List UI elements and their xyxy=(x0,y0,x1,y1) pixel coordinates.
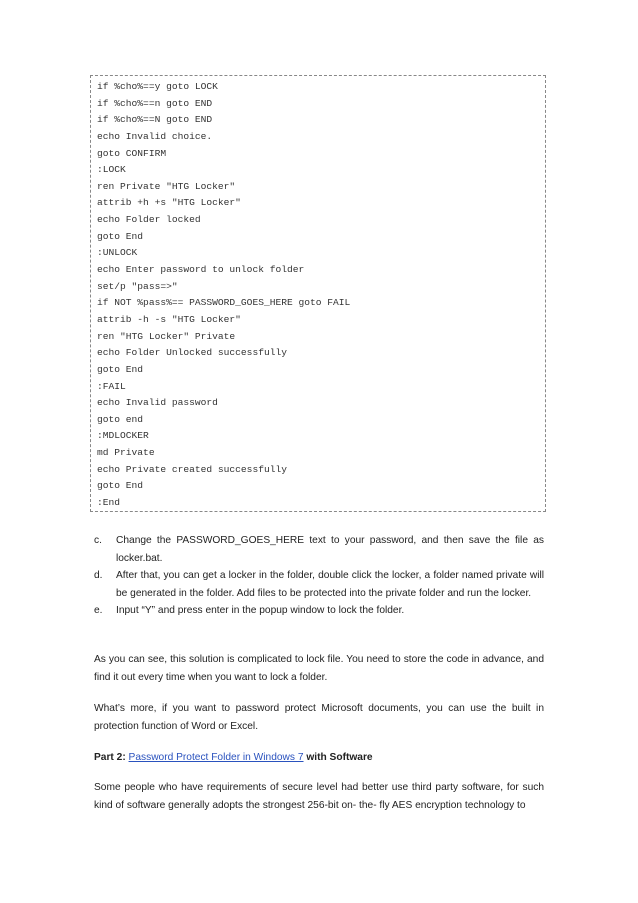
heading-suffix: with Software xyxy=(303,752,373,763)
code-line: echo Folder locked xyxy=(97,214,201,226)
code-line: ren Private "HTG Locker" xyxy=(97,180,236,192)
code-line: attrib +h +s "HTG Locker" xyxy=(97,197,241,209)
steps-list xyxy=(94,532,544,620)
code-line: :End xyxy=(97,497,121,509)
code-line: echo Enter password to unlock folder xyxy=(97,264,305,276)
code-line: if %cho%==y goto LOCK xyxy=(97,81,218,92)
list-item-text: Input “Y” and press enter in the popup window to lock the folder. xyxy=(116,605,405,616)
list-item xyxy=(94,567,544,602)
code-line: :FAIL xyxy=(97,380,126,392)
code-line: if %cho%==N goto END xyxy=(97,114,213,126)
code-line: goto end xyxy=(97,413,144,425)
code-line: goto CONFIRM xyxy=(97,147,167,159)
paragraph: Some people who have requirements of secure level had better use third party software, for such kind of software generally adopts the strongest 256-bit on- the- fly AES encryption technology to xyxy=(94,782,544,811)
code-line: goto End xyxy=(97,230,144,242)
code-line: goto End xyxy=(97,480,144,492)
code-line: if %cho%==n goto END xyxy=(97,97,213,109)
code-block xyxy=(90,75,546,512)
list-marker: e. xyxy=(94,605,103,616)
heading-prefix: Part 2: xyxy=(94,752,129,763)
code-line: attrib -h -s "HTG Locker" xyxy=(97,313,241,325)
code-line: :MDLOCKER xyxy=(97,430,149,442)
paragraph: As you can see, this solution is complicated to lock file. You need to store the code in advance, and find it out every time when you want to lock a folder. xyxy=(94,654,544,683)
list-item-text: Change the PASSWORD_GOES_HERE text to your password, and then save the file as locker.bat. xyxy=(116,535,544,564)
heading-link[interactable]: Password Protect Folder in Windows 7 xyxy=(128,752,304,763)
code-line: echo Folder Unlocked successfully xyxy=(97,347,287,359)
code-line: ren "HTG Locker" Private xyxy=(97,330,236,342)
list-item xyxy=(94,602,544,620)
list-marker: c. xyxy=(94,535,102,546)
code-line: set/p "pass=>" xyxy=(97,280,178,292)
code-line: echo Invalid choice. xyxy=(97,130,213,142)
code-line: :UNLOCK xyxy=(97,247,138,259)
paragraph: What’s more, if you want to password protect Microsoft documents, you can use the built in protection function of Word or Excel. xyxy=(94,703,544,732)
code-line: :LOCK xyxy=(97,164,126,176)
code-line: goto End xyxy=(97,363,144,375)
code-line: echo Private created successfully xyxy=(97,463,287,475)
section-heading xyxy=(94,749,544,767)
code-line: md Private xyxy=(97,447,155,459)
code-line: if NOT %pass%== PASSWORD_GOES_HERE goto FAIL xyxy=(97,297,351,309)
code-line: echo Invalid password xyxy=(97,397,218,409)
list-item-text: After that, you can get a locker in the folder, double click the locker, a folder named private will be generated in the folder. Add files to be protected into the private folder and run the locker. xyxy=(116,570,544,599)
list-item xyxy=(94,532,544,567)
list-marker: d. xyxy=(94,570,103,581)
